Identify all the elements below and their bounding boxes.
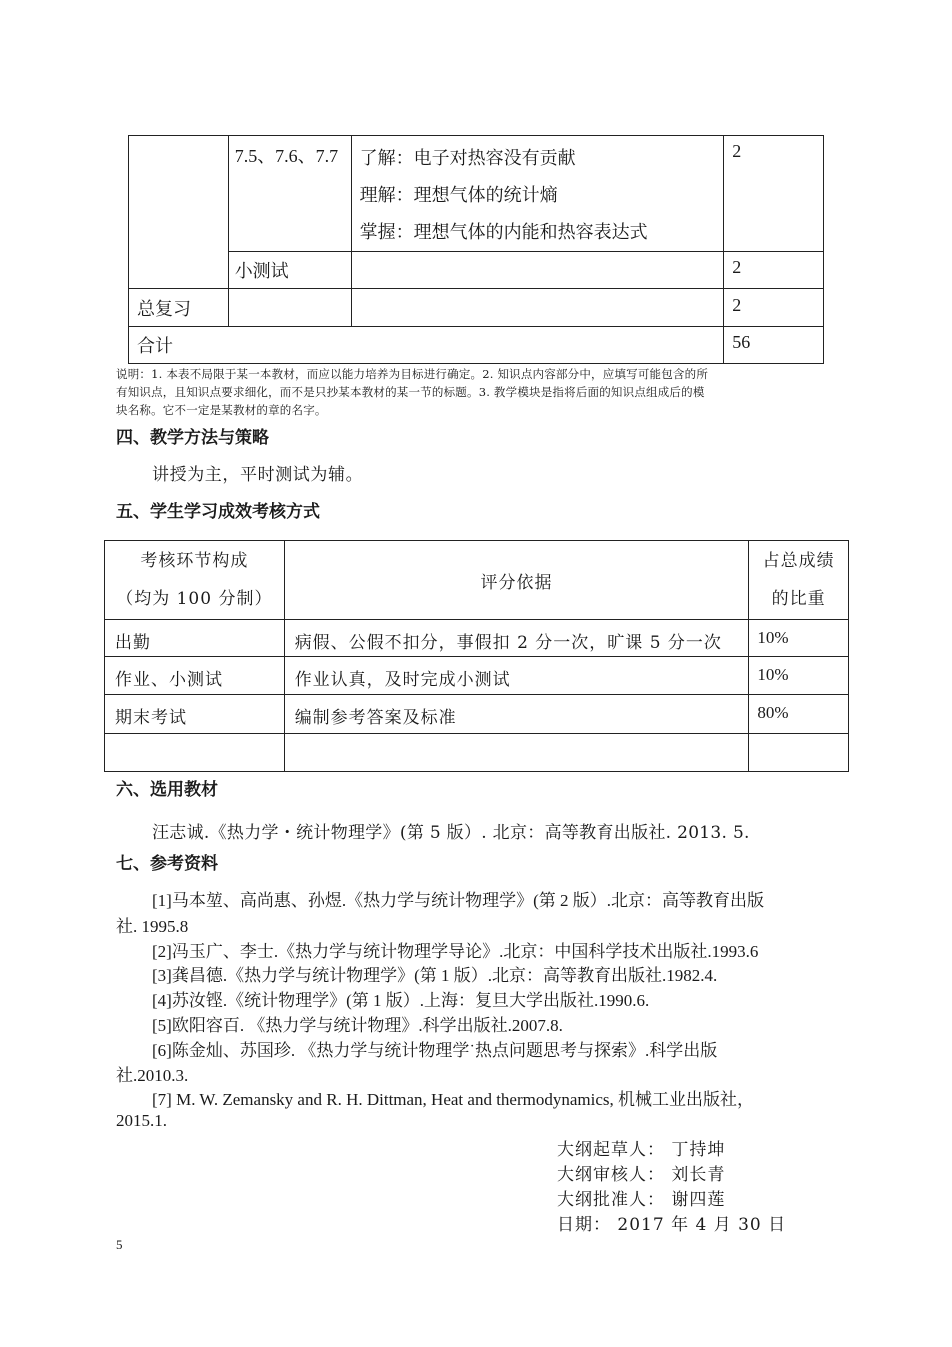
reference-item: [4]苏汝铿.《统计物理学》(第 1 版）.上海：复旦大学出版社.1990.6. [152,991,650,1010]
header-text: 占总成绩 [762,551,835,571]
header-text: 的比重 [771,589,826,609]
weight-cell [749,734,849,772]
reference-item: 社. 1995.8 [116,917,189,936]
reference-item: [1]马本堃、高尚惠、孙煜.《热力学与统计物理学》(第 2 版）.北京：高等教育出版 [152,891,764,910]
reference-item: [3]龚昌德.《热力学与统计物理学》(第 1 版）.北京：高等教育出版社.1982.4. [152,966,718,985]
header-cell [749,541,849,620]
header-cell: 评分依据 [284,541,749,620]
reference-item: [5]欧阳容百. 《热力学与统计物理》.科学出版社.2007.8. [152,1016,563,1035]
table-row [105,620,849,657]
table-row [105,734,849,772]
textbook-citation: 汪志诚.《热力学・统计物理学》(第 5 版）. 北京：高等教育出版社. 2013. 5. [152,823,750,843]
module-cell [129,136,229,252]
approver-line: 大纲批准人： 谢四莲 [557,1190,726,1210]
weight-cell: 10% [749,620,849,657]
section-heading: 六、选用教材 [116,780,218,800]
section-heading: 四、教学方法与策略 [116,428,269,448]
assessment-table [104,540,849,772]
content-cell [351,136,724,252]
reference-item: [7] M. W. Zemansky and R. H. Dittman, Heat and thermodynamics, 机械工业出版社， [152,1090,754,1109]
total-label-cell: 合计 [129,327,724,364]
basis-cell [284,734,749,772]
note-line: 块名称。它不一定是某教材的章的名字。 [116,403,327,417]
basis-cell: 编制参考答案及标准 [284,695,749,734]
weight-cell: 80% [749,695,849,734]
section-cell: 小测试 [228,252,351,289]
reference-item: [6]陈金灿、苏国珍. 《热力学与统计物理学˙热点问题思考与探索》.科学出版 [152,1041,718,1060]
table-row [129,252,824,289]
date-line: 日期： 2017 年 4 月 30 日 [557,1215,787,1235]
item-cell: 作业、小测试 [105,657,285,695]
weight-cell: 10% [749,657,849,695]
page-number: 5 [116,1237,123,1252]
item-cell: 出勤 [105,620,285,657]
item-cell: 期末考试 [105,695,285,734]
content-cell [351,289,724,327]
table-header-row [105,541,849,620]
basis-cell: 病假、公假不扣分，事假扣 2 分一次，旷课 5 分一次 [284,620,749,657]
module-cell [129,252,229,289]
module-cell: 总复习 [129,289,229,327]
header-text: （均为 100 分制） [116,589,273,609]
drafter-line: 大纲起草人： 丁持坤 [557,1140,726,1160]
reference-item: 2015.1. [116,1111,167,1130]
content-cell [351,252,724,289]
section-cell [228,289,351,327]
header-cell [105,541,285,620]
note-line: 有知识点，且知识点要求细化，而不是只抄某本教材的某一节的标题。3. 教学模块是指将后面的知识点组成后的模 [116,385,705,399]
section-cell: 7.5、7.6、7.7 [228,136,351,252]
table-row [129,327,824,364]
hours-cell: 2 [724,252,824,289]
content-line: 掌握：理想气体的内能和热容表达式 [359,222,648,242]
content-line: 理解：理想气体的统计熵 [359,185,558,205]
reference-item: 社.2010.3. [116,1066,189,1085]
item-cell [105,734,285,772]
note-line: 说明：1. 本表不局限于某一本教材，而应以能力培养为目标进行确定。2. 知识点内容部分中，应填写可能包含的所 [116,367,709,381]
section-heading: 七、参考资料 [116,854,218,874]
reference-item: [2]冯玉广、李士.《热力学与统计物理学导论》.北京：中国科学技术出版社.1993.6 [152,942,759,961]
table-row [129,289,824,327]
schedule-table [128,135,824,364]
hours-cell: 2 [724,289,824,327]
table-row [105,695,849,734]
table-row [129,136,824,252]
header-text: 考核环节构成 [140,551,249,571]
section-heading: 五、学生学习成效考核方式 [116,502,320,522]
section-text: 讲授为主，平时测试为辅。 [152,465,364,485]
reviewer-line: 大纲审核人： 刘长青 [557,1165,726,1185]
hours-cell: 2 [724,136,824,252]
content-line: 了解：电子对热容没有贡献 [359,148,576,168]
table-row [105,657,849,695]
table-note [116,365,708,419]
basis-cell: 作业认真，及时完成小测试 [284,657,749,695]
hours-cell: 56 [724,327,824,364]
